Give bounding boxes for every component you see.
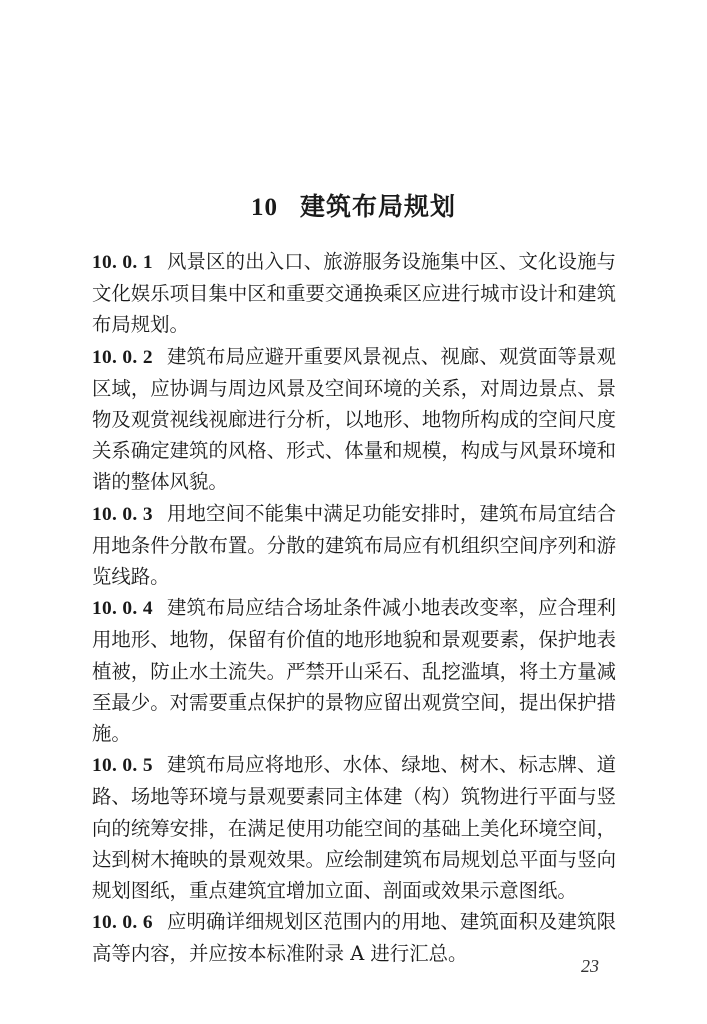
clause-number: 10. 0. 6 [92, 912, 153, 934]
clause-text: 建筑布局应避开重要风景视点、视廊、观赏面等景观区域，应协调与周边风景及空间环境的关系，对周边景点、景物及观赏视线视廊进行分析，以地形、地物所构成的空间尺度关系确定建筑的风格、形式、体量和规模，构成与风景环境和谐的整体风貌。 [92, 344, 617, 494]
clause-text: 建筑布局应将地形、水体、绿地、树木、标志牌、道路、场地等环境与景观要素同主体建（构）筑物进行平面与竖向的统筹安排，在满足使用功能空间的基础上美化环境空间，达到树木掩映的景观效果。应绘制建筑布局规划总平面与竖向规划图纸，重点建筑宜增加立面、剖面或效果示意图纸。 [92, 753, 617, 903]
clause-10-0-1 [92, 246, 616, 341]
clause-10-0-4 [92, 592, 616, 749]
chapter-title-text: 建筑布局规划 [299, 191, 456, 221]
clause-10-0-5 [92, 749, 616, 906]
clause-10-0-2 [92, 341, 616, 498]
clause-number: 10. 0. 3 [92, 503, 153, 525]
clause-text: 风景区的出入口、旅游服务设施集中区、文化设施与文化娱乐项目集中区和重要交通换乘区应进行城市设计和建筑布局规划。 [92, 250, 617, 337]
clause-10-0-6 [92, 906, 616, 969]
clause-list [92, 246, 616, 970]
page-number: 23 [581, 956, 599, 976]
clause-text: 应明确详细规划区范围内的用地、建筑面积及建筑限高等内容，并应按本标准附录 A 进行汇总。 [92, 910, 617, 966]
clause-text: 用地空间不能集中满足功能安排时，建筑布局宜结合用地条件分散布置。分散的建筑布局应有机组织空间序列和游览线路。 [92, 501, 617, 589]
clause-number: 10. 0. 2 [92, 346, 153, 368]
clause-number: 10. 0. 1 [92, 252, 153, 273]
clause-number: 10. 0. 4 [92, 598, 153, 620]
chapter-number: 10 [250, 193, 278, 221]
clause-text: 建筑布局应结合场址条件减小地表改变率，应合理利用地形、地物，保留有价值的地形地貌和景观要素，保护地表植被，防止水土流失。严禁开山采石、乱挖滥填，将土方量减至最少。对需要重点保护的景物应留出观赏空间，提出保护措施。 [92, 596, 617, 746]
chapter-heading [0, 189, 707, 226]
clause-number: 10. 0. 5 [92, 755, 153, 777]
clause-10-0-3 [92, 498, 616, 593]
